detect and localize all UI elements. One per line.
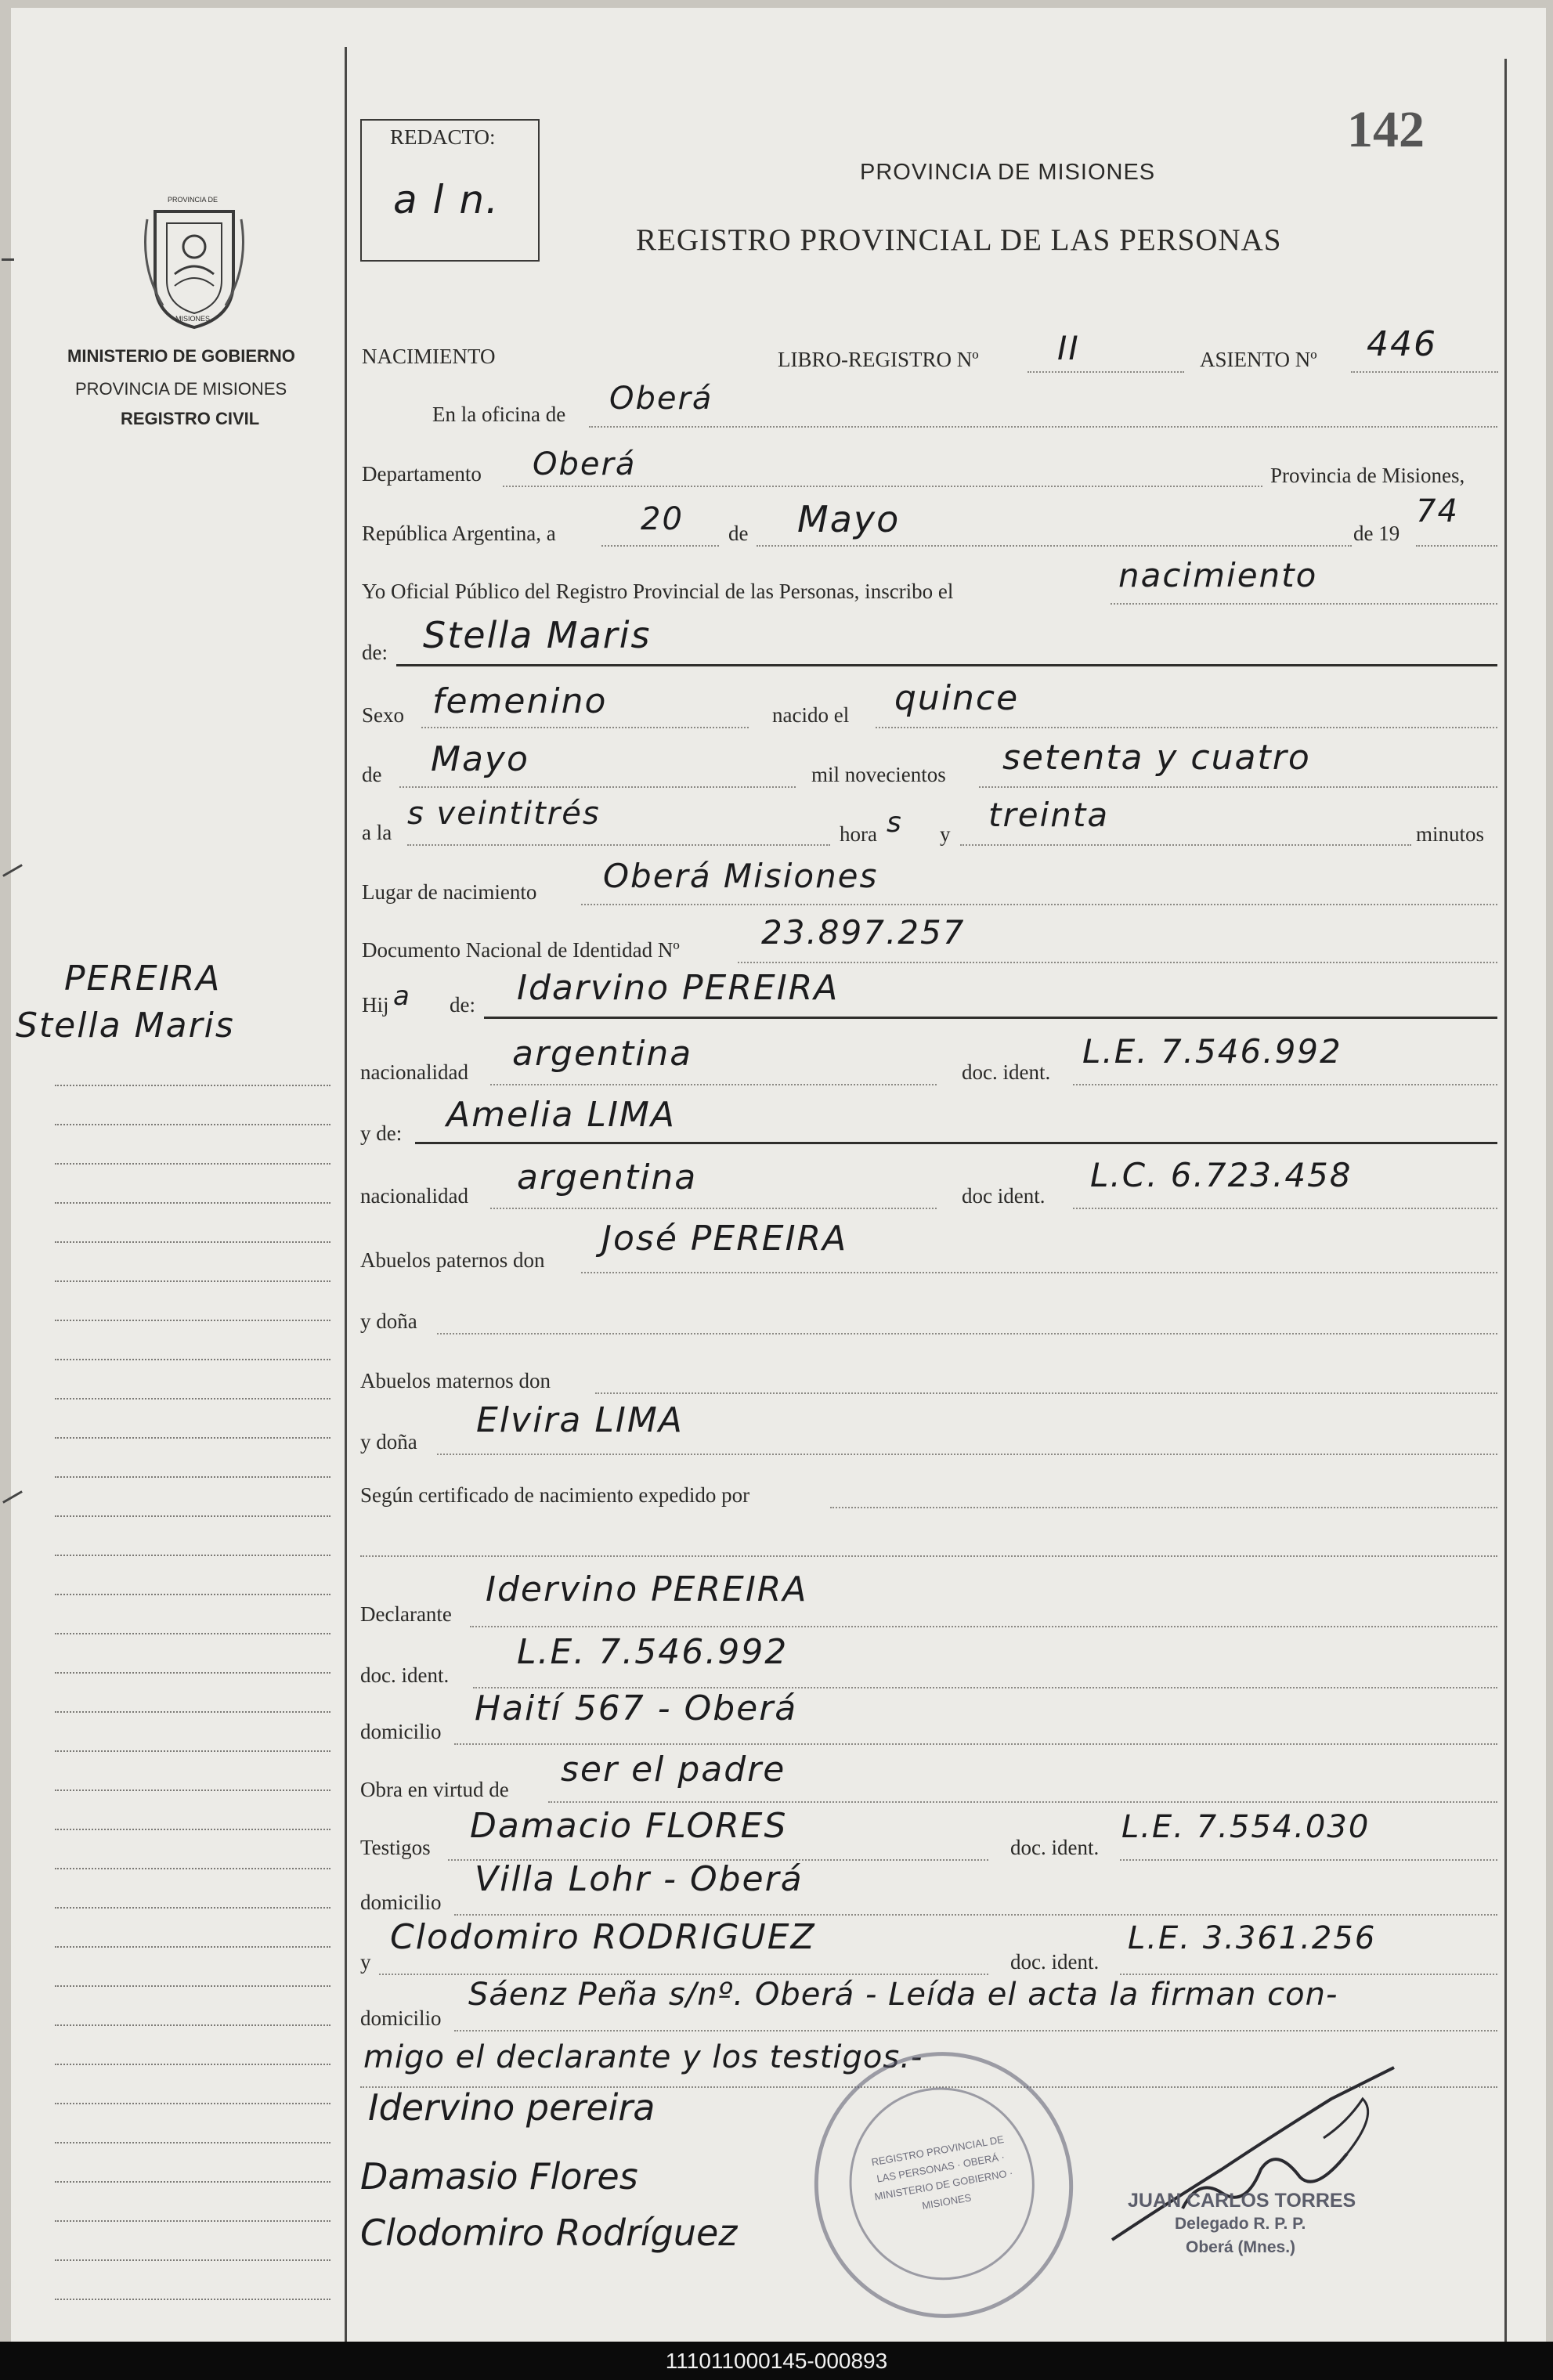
margin-line — [55, 1672, 330, 1674]
madre-value: Amelia LIMA — [446, 1095, 676, 1135]
margin-line — [55, 2064, 330, 2065]
nac-de-label: de — [362, 763, 382, 786]
binding-mark-1 — [2, 258, 14, 261]
margin-line — [55, 1750, 330, 1752]
asiento-dotted-line — [1351, 371, 1498, 373]
margin-line — [55, 1515, 330, 1517]
testigos-label: Testigos — [360, 1836, 431, 1859]
asiento-label: ASIENTO Nº — [1200, 348, 1317, 371]
nacido-label: nacido el — [772, 703, 850, 727]
certificado-dotted-line-2 — [360, 1555, 1497, 1557]
nacionalidad2-dotted-line — [490, 1208, 937, 1209]
doc-t2-value: L.E. 3.361.256 — [1128, 1920, 1377, 1956]
dni-dotted-line — [738, 962, 1497, 963]
right-border-line — [1504, 59, 1507, 2342]
margin-given-name: Stella Maris — [16, 1006, 235, 1046]
hora-value: s — [887, 807, 903, 839]
doc1-label: doc. ident. — [962, 1060, 1051, 1084]
nacionalidad1-label: nacionalidad — [360, 1060, 468, 1084]
obra-dotted-line — [548, 1801, 1497, 1803]
margin-line — [55, 2299, 330, 2300]
sexo-dotted-line — [421, 727, 749, 728]
margin-line — [55, 1829, 330, 1830]
margin-line — [55, 1280, 330, 1282]
margin-line — [55, 2220, 330, 2222]
anio-dotted-line — [1416, 545, 1497, 547]
madre-underline — [415, 1142, 1497, 1144]
y-minutos-label: y — [940, 822, 951, 846]
mil-dotted-line — [979, 786, 1497, 788]
domicilio1-dotted-line — [454, 1743, 1497, 1745]
hijo-de-label: de: — [450, 993, 475, 1017]
nac-mes-dotted-line — [399, 786, 796, 788]
margin-line — [55, 1398, 330, 1399]
certificado-label: Según certificado de nacimiento expedido por — [360, 1483, 750, 1507]
page-number: 142 — [1347, 101, 1425, 158]
doc-declarante-value: L.E. 7.546.992 — [517, 1632, 789, 1672]
official-role: Delegado R. P. P. — [1175, 2215, 1306, 2233]
a-las-value: s veintitrés — [407, 796, 601, 832]
libro-dotted-line — [1028, 371, 1184, 373]
doc2-dotted-line — [1073, 1208, 1497, 1209]
de-mes-label: de — [728, 522, 749, 545]
anio-value: 74 — [1416, 493, 1459, 529]
certificado-dotted-line — [830, 1507, 1497, 1508]
departamento-dotted-line — [503, 486, 1262, 487]
padre-value: Idarvino PEREIRA — [517, 968, 840, 1008]
document-id-footer: 111011000145-000893 — [0, 2342, 1553, 2380]
oficina-value: Oberá — [609, 381, 713, 417]
emblem-text-bottom: MISIONES — [175, 315, 211, 323]
oficina-label: En la oficina de — [432, 403, 566, 426]
mes-value: Mayo — [797, 498, 901, 540]
nacionalidad2-value: argentina — [517, 1157, 698, 1197]
ministry-line2: PROVINCIA DE MISIONES — [75, 379, 287, 399]
a-las-label: a la — [362, 821, 392, 844]
doc-t1-dotted-line — [1120, 1859, 1497, 1861]
minutos-dotted-line — [960, 844, 1411, 846]
hijo-suffix: a — [393, 981, 411, 1012]
ministry-line1: MINISTERIO DE GOBIERNO — [67, 346, 295, 366]
margin-line — [55, 1555, 330, 1556]
declarante-value: Idervino PEREIRA — [486, 1569, 808, 1609]
doc-t2-dotted-line — [1120, 1974, 1497, 1975]
persona-underline — [396, 664, 1497, 666]
mil-label: mil novecientos — [811, 763, 946, 786]
inscribo-value: nacimiento — [1118, 556, 1318, 594]
anio-label: de 19 — [1353, 522, 1400, 545]
doc-t2-label: doc. ident. — [1010, 1950, 1100, 1974]
departamento-label: Departamento — [362, 462, 482, 486]
y-de-label: y de: — [360, 1121, 403, 1145]
obra-value: ser el padre — [561, 1750, 786, 1790]
margin-line — [55, 1163, 330, 1165]
domicilio3-dotted-line — [454, 2030, 1497, 2031]
de-persona-label: de: — [362, 641, 388, 664]
round-seal-text: REGISTRO PROVINCIAL DE LAS PERSONAS · OBERÁ · MINISTERIO DE GOBIERNO · MISIONES — [870, 2133, 1014, 2212]
nac-mes-value: Mayo — [431, 739, 529, 779]
official-place: Oberá (Mnes.) — [1186, 2238, 1296, 2256]
obra-label: Obra en virtud de — [360, 1778, 509, 1801]
record-type-label: NACIMIENTO — [362, 345, 496, 368]
closing-text: migo el declarante y los testigos.- — [363, 2039, 923, 2075]
domicilio2-label: domicilio — [360, 1891, 442, 1914]
margin-line — [55, 1946, 330, 1948]
margin-line — [55, 1790, 330, 1791]
republica-label: República Argentina, a — [362, 522, 556, 545]
testigo2-dotted-line — [379, 1974, 988, 1975]
domicilio3-label: domicilio — [360, 2006, 442, 2030]
margin-line — [55, 1241, 330, 1243]
testigo1-value: Damacio FLORES — [470, 1806, 788, 1846]
abuelos-maternos-label: Abuelos maternos don — [360, 1369, 551, 1392]
dia-value: 20 — [641, 501, 684, 537]
redacto-box — [360, 119, 540, 262]
testigo2-value: Clodomiro RODRIGUEZ — [390, 1917, 816, 1957]
dni-value: 23.897.257 — [761, 913, 966, 952]
departamento-value: Oberá — [533, 446, 637, 482]
signature-testigo1: Damasio Flores — [360, 2155, 638, 2198]
province-heading: PROVINCIA DE MISIONES — [860, 160, 1156, 185]
signature-declarante: Idervino pereira — [368, 2086, 656, 2129]
y-t2-label: y — [360, 1950, 371, 1974]
ministry-line3: REGISTRO CIVIL — [121, 409, 260, 428]
margin-line — [55, 2024, 330, 2026]
sexo-label: Sexo — [362, 703, 404, 727]
abuelos-paternos-label: Abuelos paternos don — [360, 1248, 545, 1272]
margin-line — [55, 2142, 330, 2143]
official-name: JUAN CARLOS TORRES — [1128, 2190, 1356, 2212]
margin-surname: PEREIRA — [64, 959, 222, 999]
libro-label: LIBRO-REGISTRO Nº — [778, 348, 979, 371]
margin-line — [55, 1633, 330, 1634]
margin-line — [55, 1711, 330, 1713]
lugar-label: Lugar de nacimiento — [362, 880, 537, 904]
inscribo-dotted-line — [1111, 603, 1497, 605]
a-las-dotted-line — [407, 844, 830, 846]
doc2-value: L.C. 6.723.458 — [1090, 1156, 1353, 1194]
libro-value: II — [1057, 329, 1080, 367]
doc-t1-value: L.E. 7.554.030 — [1121, 1809, 1371, 1845]
hora-label: hora — [840, 822, 877, 846]
domicilio1-label: domicilio — [360, 1720, 442, 1743]
margin-line — [55, 1594, 330, 1595]
margin-line — [55, 1085, 330, 1086]
y-dona2-label: y doña — [360, 1430, 417, 1454]
margin-line — [55, 1907, 330, 1909]
hijo-label: Hij — [362, 993, 389, 1017]
persona-value: Stella Maris — [423, 614, 652, 656]
mes-dotted-line — [757, 545, 1352, 547]
oficina-dotted-line — [589, 426, 1497, 428]
sexo-value: femenino — [432, 681, 608, 721]
left-border-line — [345, 47, 347, 2342]
y-dona1-label: y doña — [360, 1309, 417, 1333]
doc1-value: L.E. 7.546.992 — [1082, 1032, 1342, 1071]
domicilio3-value: Sáenz Peña s/nº. Oberá - Leída el acta la firman con- — [468, 1977, 1338, 2013]
doc1-dotted-line — [1073, 1084, 1497, 1085]
margin-line — [55, 1437, 330, 1439]
margin-line — [55, 1202, 330, 1204]
provincial-emblem — [139, 188, 249, 330]
margin-line — [55, 1359, 330, 1360]
margin-line — [55, 2103, 330, 2104]
padre-underline — [484, 1017, 1497, 1019]
mil-value: setenta y cuatro — [1002, 738, 1311, 778]
margin-line — [55, 1985, 330, 1987]
margin-line — [55, 1476, 330, 1478]
lugar-dotted-line — [581, 904, 1497, 905]
registry-title: REGISTRO PROVINCIAL DE LAS PERSONAS — [636, 223, 1282, 257]
dia-dotted-line — [601, 545, 719, 547]
redacto-initials: a l n. — [393, 177, 500, 222]
abuelos-paternos-value: José PEREIRA — [601, 1219, 848, 1259]
nacionalidad2-label: nacionalidad — [360, 1184, 468, 1208]
nacionalidad1-value: argentina — [512, 1034, 693, 1074]
abuelos-paternos-dotted-line — [581, 1272, 1497, 1273]
y-dona2-value: Elvira LIMA — [476, 1400, 684, 1440]
margin-line — [55, 2181, 330, 2183]
nacido-dotted-line — [876, 727, 1497, 728]
declarante-label: Declarante — [360, 1602, 452, 1626]
declarante-dotted-line — [470, 1626, 1497, 1627]
margin-line — [55, 2259, 330, 2261]
redacto-label: REDACTO: — [390, 125, 496, 149]
doc-t1-label: doc. ident. — [1010, 1836, 1100, 1859]
minutos-value: treinta — [988, 796, 1110, 834]
oficial-text: Yo Oficial Público del Registro Provincial de las Personas, inscribo el — [362, 580, 954, 603]
nacido-value: quince — [894, 678, 1020, 718]
domicilio2-value: Villa Lohr - Oberá — [475, 1859, 804, 1899]
margin-line — [55, 1868, 330, 1869]
doc-declarante-label: doc. ident. — [360, 1663, 450, 1687]
domicilio1-value: Haití 567 - Oberá — [475, 1688, 798, 1728]
provincia-suffix: Provincia de Misiones, — [1270, 464, 1465, 487]
nacionalidad1-dotted-line — [490, 1084, 937, 1085]
y-dona1-dotted-line — [437, 1333, 1497, 1334]
lugar-value: Oberá Misiones — [603, 857, 879, 895]
asiento-value: 446 — [1367, 324, 1437, 364]
domicilio2-dotted-line — [454, 1914, 1497, 1916]
emblem-text-top: PROVINCIA DE — [168, 196, 219, 204]
margin-line — [55, 1320, 330, 1321]
minutos-label: minutos — [1416, 822, 1485, 846]
margin-line — [55, 1124, 330, 1125]
signature-testigo2: Clodomiro Rodríguez — [360, 2212, 738, 2254]
dni-label: Documento Nacional de Identidad Nº — [362, 938, 680, 962]
doc2-label: doc ident. — [962, 1184, 1046, 1208]
y-dona2-dotted-line — [437, 1454, 1497, 1455]
abuelos-maternos-dotted-line — [595, 1392, 1497, 1394]
